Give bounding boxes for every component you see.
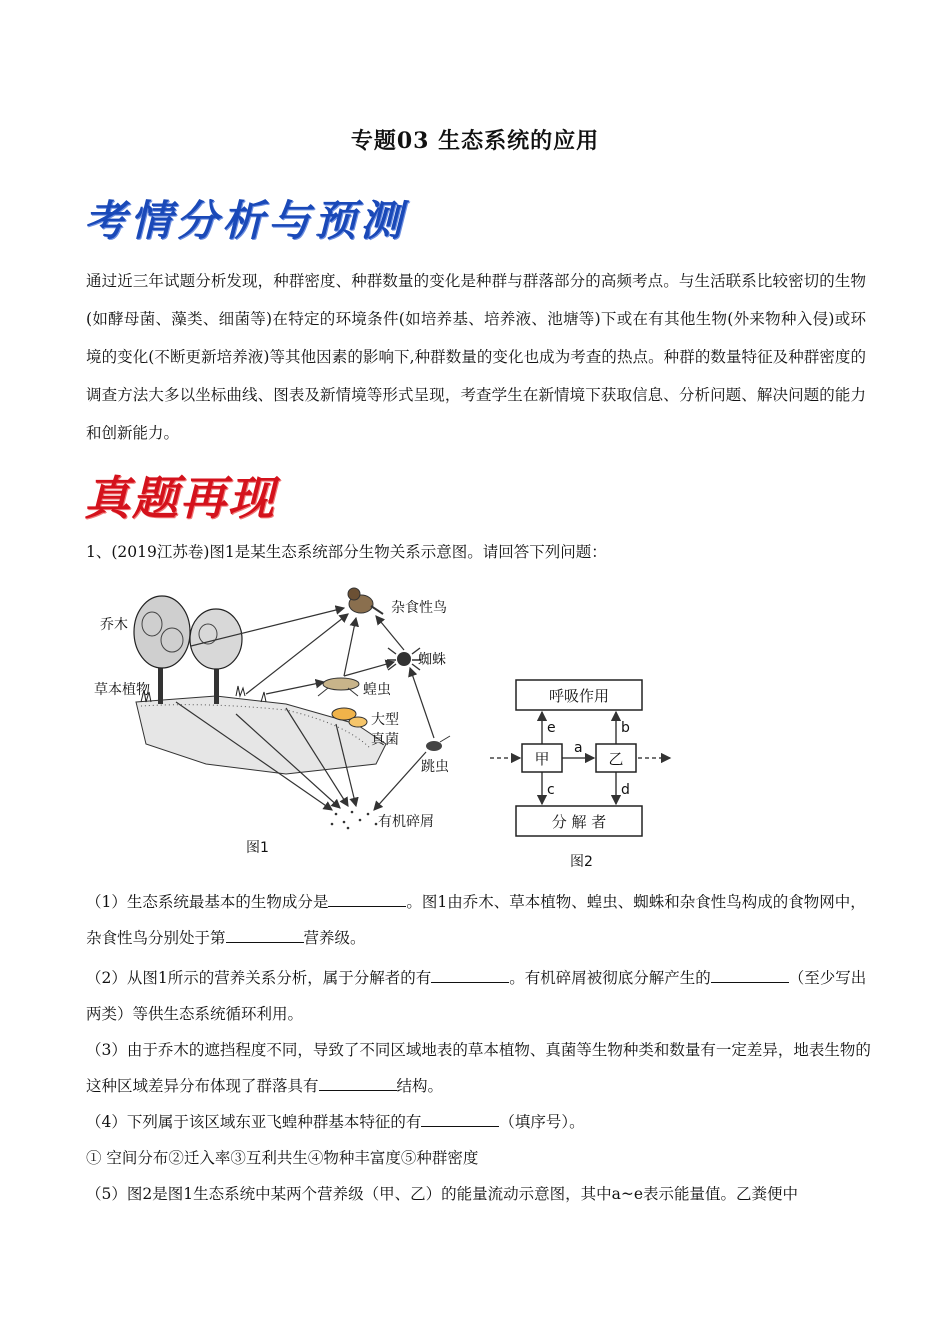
answer-blank[interactable] (226, 924, 304, 943)
question-part-2 (86, 960, 876, 1032)
locust-icon (318, 678, 359, 696)
answer-blank[interactable] (328, 888, 406, 907)
bird-icon (348, 588, 383, 614)
spider-icon (387, 648, 421, 670)
part-4-text-a: （4）下列属于该区域东亚飞蝗种群基本特征的有 (86, 1113, 422, 1131)
label-spider: 蜘蛛 (418, 652, 446, 668)
flow-d-label: d (621, 782, 630, 798)
question-1-figures (86, 584, 706, 874)
part-3-text-b: 结构。 (396, 1077, 444, 1095)
label-debris: 有机碎屑 (378, 814, 434, 830)
question-part-4-options: ① 空间分布②迁入率③互利共生④物种丰富度⑤种群密度 (86, 1149, 479, 1167)
figure-2 (490, 680, 670, 870)
answer-blank[interactable] (711, 964, 789, 983)
answer-blank[interactable] (421, 1108, 499, 1127)
label-tree: 乔木 (100, 617, 128, 633)
intro-paragraph: 通过近三年试题分析发现，种群密度、种群数量的变化是种群与群落部分的高频考点。与生活联系比较密切的生物(如酵母菌、藻类、细菌等)在特定的环境条件(如培养基、培养液、池塘等)下或在有其他生物(外来物种入侵)或环境的变化(不断更新培养液)等其他因素的影响下,种群数量的变化也成为考查的热点。种群的数量特征及种群密度的调查方法大多以坐标曲线、图表及新情境等形式呈现，考查学生在新情境下获取信息、分析问题、解决问题的能力和创新能力。 (86, 272, 866, 442)
part-1-text-c: 营养级。 (303, 929, 366, 947)
banner-analysis: 考情分析与预测 (84, 196, 407, 245)
question-part-4 (86, 1104, 876, 1140)
page-title: 专题03 生态系统的应用 (350, 128, 600, 154)
energy-arrows (490, 712, 670, 804)
label-locust: 蝗虫 (363, 682, 391, 698)
part-2-text-c: （至少写出两类）等供生态系统循环利用。 (86, 969, 867, 1023)
label-springtail: 跳虫 (421, 759, 449, 775)
respiration-label: 呼吸作用 (548, 687, 610, 705)
part-3-text-a: （3）由于乔木的遮挡程度不同，导致了不同区域地表的草本植物、真菌等生物种类和数量有一定差异，地表生物的这种区域差异分布体现了群落具有 (86, 1041, 871, 1095)
debris-dots (331, 811, 378, 830)
question-part-1 (86, 884, 876, 956)
figure-2-caption: 图2 (570, 854, 593, 870)
figure-1-caption: 图1 (246, 840, 269, 856)
label-herb: 草本植物 (94, 682, 150, 698)
flow-b-label: b (621, 720, 630, 736)
label-bird: 杂食性鸟 (391, 600, 447, 616)
part-1-text-a: （1）生态系统最基本的生物成分是 (86, 893, 329, 911)
part-4-text-b: （填序号）。 (499, 1113, 585, 1131)
flow-a-label: a (574, 740, 583, 756)
part-2-text-a: （2）从图1所示的营养关系分析，属于分解者的有 (86, 969, 432, 987)
label-fungus-2: 真菌 (371, 732, 399, 748)
jia-label: 甲 (534, 750, 550, 768)
yi-label: 乙 (608, 750, 624, 768)
springtail-icon (426, 736, 450, 751)
banner-real-exam: 真题再现 (84, 471, 276, 525)
part-2-text-b: 。有机碎屑被彻底分解产生的 (509, 969, 711, 987)
question-part-3 (86, 1032, 876, 1104)
label-fungus-1: 大型 (371, 712, 399, 728)
flow-e-label: e (547, 720, 556, 736)
tree-icon (190, 609, 242, 704)
flow-c-label: c (547, 782, 555, 798)
answer-blank[interactable] (431, 964, 509, 983)
answer-blank[interactable] (319, 1072, 397, 1091)
question-part-5: （5）图2是图1生态系统中某两个营养级（甲、乙）的能量流动示意图，其中a~e表示能量值。乙粪便中 (86, 1185, 798, 1203)
question-1-heading: 1、(2019江苏卷)图1是某生态系统部分生物关系示意图。请回答下列问题： (86, 543, 607, 561)
decomposer-label: 分 解 者 (551, 813, 607, 831)
part-1-text-b: 。图1由乔木、草本植物、蝗虫、蜘蛛和杂食性鸟构成的食物网中，杂食性鸟分别处于第 (86, 893, 866, 947)
figure-1 (94, 588, 450, 856)
